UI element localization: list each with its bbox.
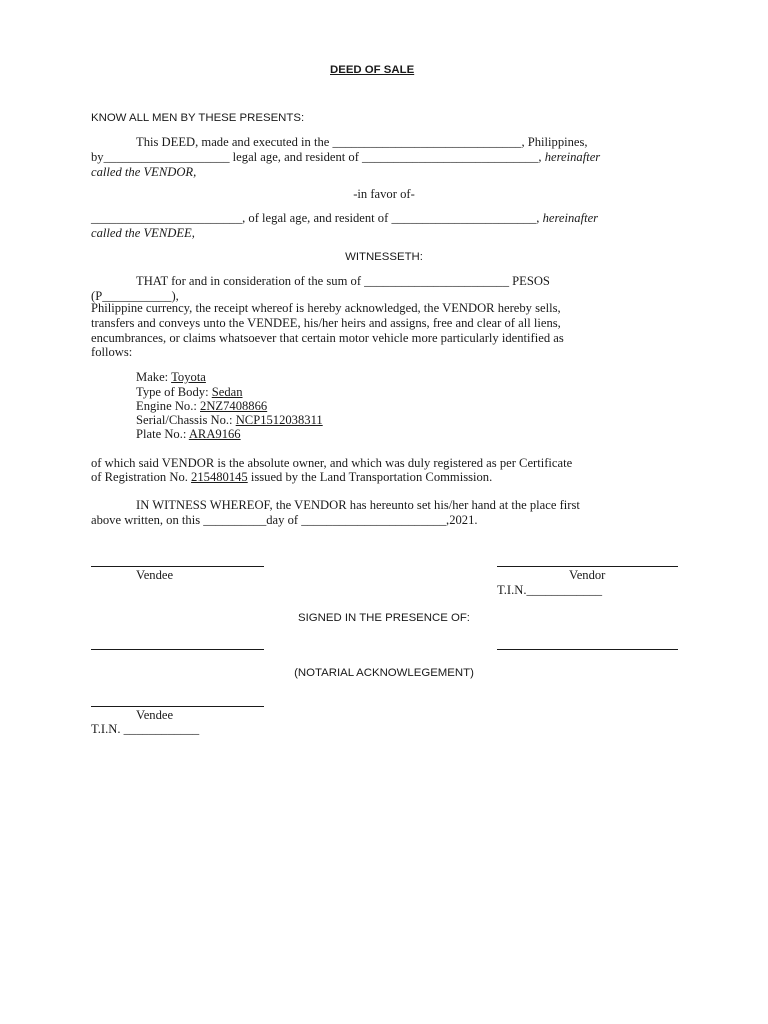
witness-signature-line-left xyxy=(91,649,264,650)
consideration-line-2: (P___________), xyxy=(91,289,179,303)
chassis-label: Serial/Chassis No.: xyxy=(136,413,236,427)
consideration-line-6: follows: xyxy=(91,345,133,359)
body-value: Sedan xyxy=(211,385,243,399)
registration-number: 215480145 xyxy=(191,470,248,484)
vendee-signature-line xyxy=(91,566,264,567)
engine-value: 2NZ7408866 xyxy=(200,399,268,413)
consideration-line-1: THAT for and in consideration of the sum of _______________________ PESOS xyxy=(136,274,550,288)
vendee-signature-line-2 xyxy=(91,706,264,707)
witnesseth-heading: WITNESSETH: xyxy=(345,251,423,263)
vendor-label: Vendor xyxy=(569,568,606,582)
body-label: Type of Body: xyxy=(136,385,212,399)
hereinafter-text: hereinafter xyxy=(544,150,601,164)
document-title: DEED OF SALE xyxy=(330,64,415,76)
vendee-tin: T.I.N. ____________ xyxy=(91,722,200,736)
vendor-clause-line-2 xyxy=(91,150,600,165)
vendor-tin: T.I.N.____________ xyxy=(497,583,603,597)
ownership-line-2 xyxy=(91,470,492,485)
signed-presence-heading: SIGNED IN THE PRESENCE OF: xyxy=(298,612,470,624)
witness-line-2: above written, on this __________day of _______________________,2021. xyxy=(91,513,478,527)
vendee-clause-line-1-text: ________________________, of legal age, and resident of _______________________, xyxy=(91,211,540,225)
vehicle-engine xyxy=(136,399,267,414)
hereinafter-text-2: hereinafter xyxy=(542,211,599,225)
make-label: Make: xyxy=(136,370,172,384)
notarial-acknowledgement: (NOTARIAL ACKNOWLEGEMENT) xyxy=(294,667,474,679)
in-favor-of: -in favor of- xyxy=(353,187,415,201)
vendee-label: Vendee xyxy=(136,568,174,582)
registration-label: of Registration No. xyxy=(91,470,192,484)
make-value: Toyota xyxy=(171,370,206,384)
plate-label: Plate No.: xyxy=(136,427,189,441)
vendee-clause-line-1 xyxy=(91,211,598,226)
vehicle-chassis xyxy=(136,413,323,428)
vehicle-plate xyxy=(136,427,241,442)
vendor-clause-line-1: This DEED, made and executed in the ______________________________, Philippines, xyxy=(136,135,588,149)
witness-line-1: IN WITNESS WHEREOF, the VENDOR has hereunto set his/her hand at the place first xyxy=(136,498,580,512)
called-vendor: called the VENDOR, xyxy=(91,165,197,179)
engine-label: Engine No.: xyxy=(136,399,201,413)
plate-value: ARA9166 xyxy=(188,427,241,441)
consideration-line-3: Philippine currency, the receipt whereof is hereby acknowledged, the VENDOR hereby sells, xyxy=(91,301,561,315)
vendee-label-2: Vendee xyxy=(136,708,174,722)
witness-signature-line-right xyxy=(497,649,678,650)
called-vendee: called the VENDEE, xyxy=(91,226,195,240)
chassis-value: NCP1512038311 xyxy=(235,413,323,427)
ownership-line-1: of which said VENDOR is the absolute owner, and which was duly registered as per Certificate xyxy=(91,456,573,470)
vehicle-body xyxy=(136,385,243,400)
registration-suffix: issued by the Land Transportation Commission. xyxy=(247,470,493,484)
vendor-signature-line xyxy=(497,566,678,567)
intro-line: KNOW ALL MEN BY THESE PRESENTS: xyxy=(91,112,305,124)
vendor-clause-line-2-text: by____________________ legal age, and resident of ____________________________, xyxy=(91,150,542,164)
vehicle-make xyxy=(136,370,206,385)
consideration-line-4: transfers and conveys unto the VENDEE, his/her heirs and assigns, free and clear of all liens, xyxy=(91,316,561,330)
consideration-line-5: encumbrances, or claims whatsoever that certain motor vehicle more particularly identified as xyxy=(91,331,564,345)
